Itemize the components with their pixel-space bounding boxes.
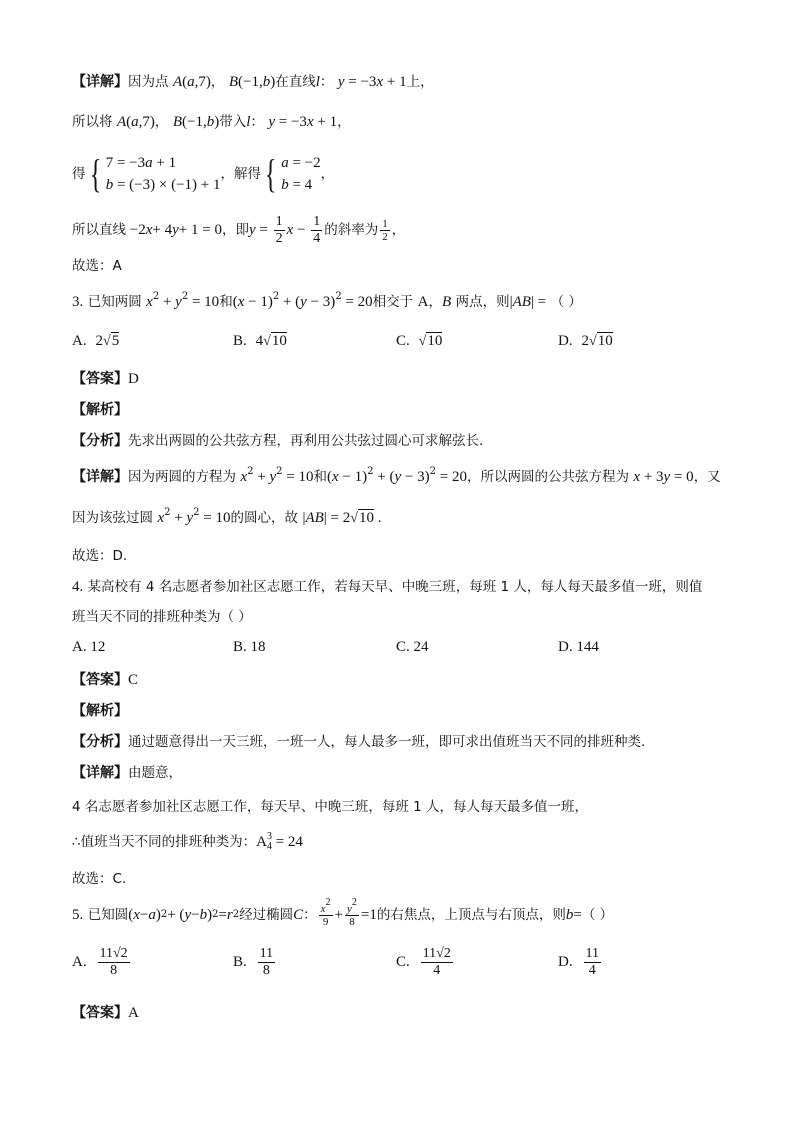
q3-option-d[interactable]: D. 2√10 (558, 333, 613, 349)
q4-choose: 故选：C. (72, 871, 127, 887)
q5-option-d[interactable]: D. $\frac{11}{4}$ (558, 946, 599, 978)
q3-option-b[interactable]: B. 4√10 (233, 333, 287, 349)
solution-line-1: 【详解】因为点 A(a,7)， B(−1,b)在直线l： y = −3x + 1上， (72, 74, 434, 90)
q3-stem: 3. 已知两圆 $x^2 + y^2 = 10$和$(x - 1)^2 + (y - 3)^2 = 20$相交于 A，B 两点，则|AB| = （ ） (72, 291, 582, 310)
q4-analysis-tag: 【解析】 (72, 703, 128, 719)
solution-line-2: 所以将 A(a,7)， B(−1,b)带入l： y = −3x + 1， (72, 114, 351, 130)
solution-line-3: 得 { 7 = −3a + 1 b = (−3) × (−1) + 1 ，解得 { a = −2 b = 4 ， (72, 151, 335, 196)
q4-detail-line-2: 4 名志愿者参加社区志愿工作，每天早、中晚三班，每班 1 人，每人每天最多值一班， (72, 799, 589, 815)
q4-xiangjie: 【详解】由题意， (72, 765, 182, 781)
q3-detail-line-1: 【详解】因为两圆的方程为 $x^2 + y^2 = 10$和$(x - 1)^2 + (y - 3)^2 = 20$，所以两圆的公共弦方程为 x + 3y = 0，又 (72, 466, 721, 485)
detail-tag: 【详解】 (72, 74, 128, 90)
choose-line: 故选：A (72, 258, 122, 274)
q5-answer: 【答案】A (72, 1005, 139, 1021)
q4-option-b[interactable]: B. 18 (233, 639, 266, 655)
q3-option-a[interactable]: A. 2√5 (72, 333, 120, 349)
q5-option-a[interactable]: A. $\frac{11√2}{8}$ (72, 946, 128, 978)
q3-detail-line-2: 因为该弦过圆 $x^2 + y^2 = 10$的圆心，故 |AB| = 2√10 . (72, 507, 382, 526)
solution-line-4: 所以直线 −2 x + 4 y + 1 = 0 ，即 y = $\frac{1}{2}$ x − $\frac{1}{4}$ 的斜率为 $\frac{1}{2}$ ， (72, 213, 406, 246)
q3-answer: 【答案】D (72, 371, 139, 387)
q3-fenxi: 【分析】先求出两圆的公共弦方程，再利用公共弦过圆心可求解弦长. (72, 433, 484, 449)
q4-option-d[interactable]: D. 144 (558, 639, 599, 655)
q4-answer: 【答案】C (72, 672, 139, 688)
q4-fenxi: 【分析】通过题意得出一天三班，一班一人，每人最多一班，即可求出值班当天不同的排班种类. (72, 734, 646, 750)
q3-option-c[interactable]: C. √10 (396, 333, 443, 349)
q5-stem: 5. 已知圆 ( x − a ) 2 + ( y − b ) 2 = r 2 经过椭圆 C ： $\frac{x^2}{9}$ + $\frac{y^2}{8}$ =1 的右焦点，上顶点与右顶点，则 b = （ ） (72, 896, 614, 928)
q4-option-c[interactable]: C. 24 (396, 639, 429, 655)
q5-option-c[interactable]: C. $\frac{11√2}{4}$ (396, 946, 451, 978)
q5-option-b[interactable]: B. $\frac{11}{8}$ (233, 946, 274, 978)
q4-option-a[interactable]: A. 12 (72, 639, 106, 655)
q4-stem-1: 4. 某高校有 4 名志愿者参加社区志愿工作，若每天早、中晚三班，每班 1 人，每人每天最多值一班，则值 (72, 579, 703, 595)
q4-stem-2: 班当天不同的排班种类为（ ） (72, 609, 252, 625)
q4-detail-line-3: ∴值班当天不同的排班种类为：A 3 4 = 24 (72, 831, 303, 852)
q3-choose: 故选：D. (72, 548, 128, 564)
q3-analysis-tag: 【解析】 (72, 402, 128, 418)
